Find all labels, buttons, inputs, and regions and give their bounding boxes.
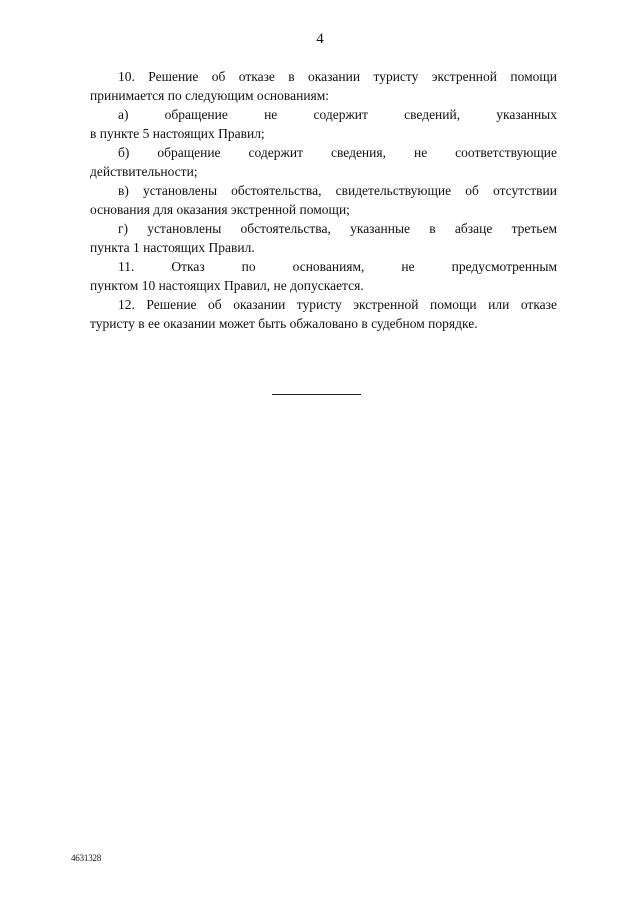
paragraph-10c-continuation: [90, 200, 557, 219]
end-divider-line: [272, 394, 361, 395]
paragraph-11: [90, 257, 557, 276]
paragraph-10a-continuation: [90, 124, 557, 143]
paragraph-line: а) обращение не содержит сведений, указанных: [118, 107, 557, 122]
paragraph-10: [90, 67, 557, 86]
paragraph-line: 12. Решение об оказании туристу экстренной помощи или отказе: [118, 297, 557, 312]
paragraph-line: г) установлены обстоятельства, указанные в абзаце третьем: [118, 221, 557, 236]
paragraph-line: б) обращение содержит сведения, не соответствующие: [118, 145, 557, 160]
document-code: 4631328: [71, 853, 102, 863]
paragraph-10b-continuation: [90, 162, 557, 181]
paragraph-10b: [90, 143, 557, 162]
paragraph-10-continuation: [90, 86, 557, 105]
paragraph-10d-continuation: [90, 238, 557, 257]
paragraph-10d: [90, 219, 557, 238]
paragraph-line: основания для оказания экстренной помощи;: [90, 202, 350, 217]
paragraph-12-continuation: [90, 314, 557, 333]
page-number: 4: [316, 31, 324, 47]
paragraph-12: [90, 295, 557, 314]
paragraph-line: принимается по следующим основаниям:: [90, 88, 330, 103]
paragraph-10c: [90, 181, 557, 200]
paragraph-11-continuation: [90, 276, 557, 295]
paragraph-line: пунктом 10 настоящих Правил, не допускается.: [90, 278, 364, 293]
paragraph-10a: [90, 105, 557, 124]
paragraph-line: действительности;: [90, 164, 198, 179]
paragraph-line: 10. Решение об отказе в оказании туристу экстренной помощи: [118, 69, 557, 84]
paragraph-line: в) установлены обстоятельства, свидетельствующие об отсутствии: [118, 183, 557, 198]
document-body: [90, 67, 557, 333]
paragraph-line: пункта 1 настоящих Правил.: [90, 240, 255, 255]
paragraph-line: туристу в ее оказании может быть обжаловано в судебном порядке.: [90, 316, 478, 331]
paragraph-line: в пункте 5 настоящих Правил;: [90, 126, 265, 141]
paragraph-line: 11. Отказ по основаниям, не предусмотренным: [118, 259, 557, 274]
